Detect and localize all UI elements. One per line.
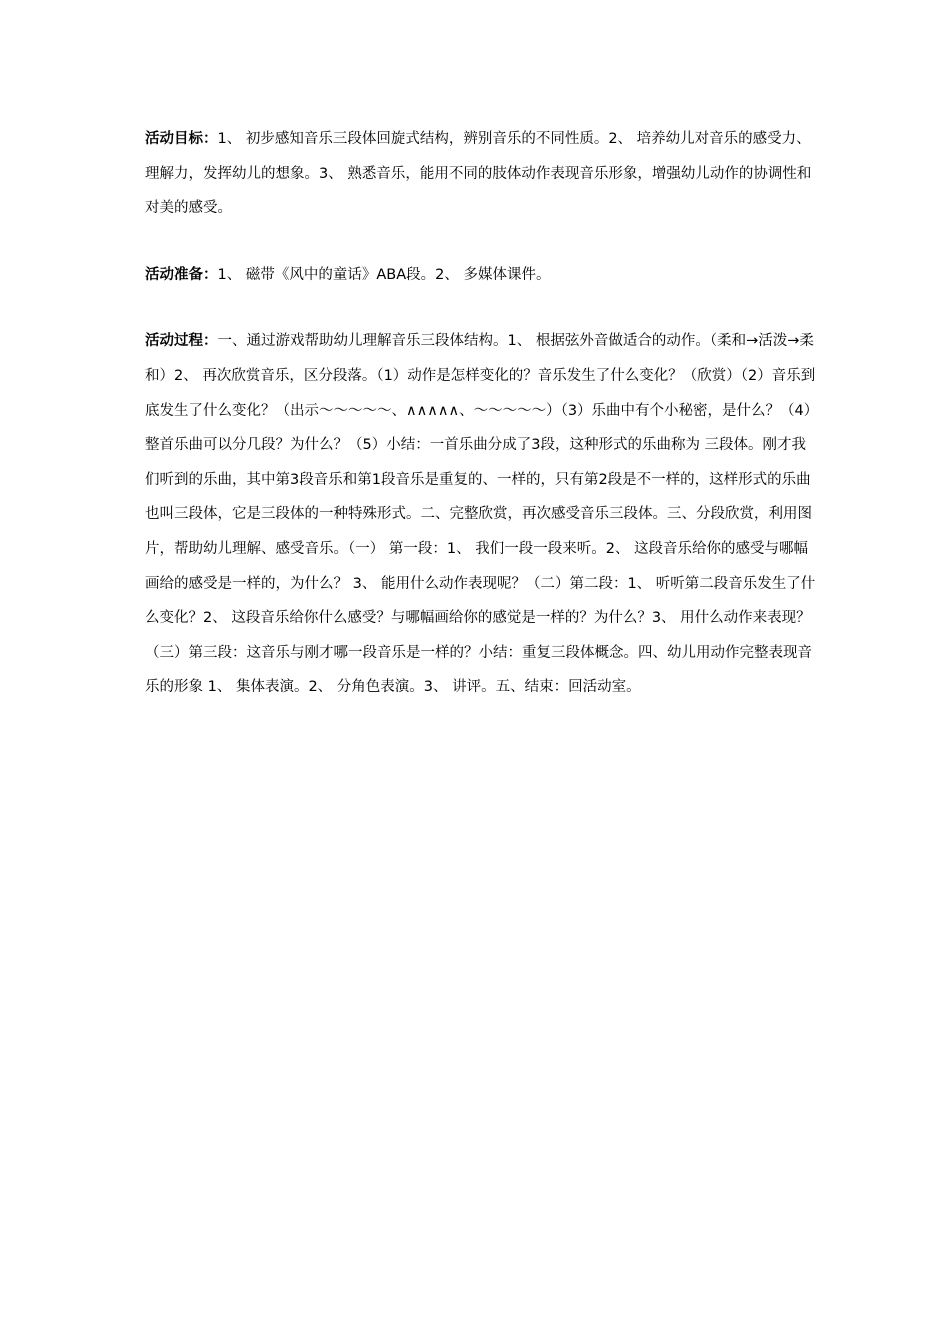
document-body: [145, 122, 817, 705]
activity-process-label: 活动过程：: [145, 333, 218, 350]
activity-preparation-paragraph: [145, 258, 817, 293]
activity-goals-label: 活动目标：: [145, 131, 218, 147]
activity-preparation-text: 1、 磁带《风中的童话》ABA段。2、 多媒体课件。: [217, 266, 551, 283]
activity-preparation-label: 活动准备：: [145, 266, 218, 283]
activity-goals-paragraph: [145, 122, 817, 226]
activity-process-paragraph: [145, 324, 817, 705]
activity-goals-text: 1、 初步感知音乐三段体回旋式结构，辨别音乐的不同性质。2、 培养幼儿对音乐的感受力、理解力，发挥幼儿的想象。3、 熟悉音乐，能用不同的肢体动作表现音乐形象，增强幼儿动作的协调性和对美的感受。: [145, 131, 812, 217]
activity-process-text: 一、通过游戏帮助幼儿理解音乐三段体结构。1、 根据弦外音做适合的动作。（柔和→活泼→柔和）2、 再次欣赏音乐，区分段落。（1）动作是怎样变化的？音乐发生了什么变化？（欣赏）（2）音乐到底发生了什么变化？（出示～～～～～、∧∧∧∧∧、～～～～～）（3）乐曲中有个小秘密，是什么？（4）整首乐曲可以分几段？为什么？（5）小结：一首乐曲分成了3段，这种形式的乐曲称为 三段体。刚才我们听到的乐曲，其中第3段音乐和第1段音乐是重复的、一样的，只有第2段是不一样的，这样形式的乐曲也叫三段体，它是三段体的一种特殊形式。二、完整欣赏，再次感受音乐三段体。三、分段欣赏，利用图片，帮助幼儿理解、感受音乐。（一） 第一段：1、 我们一段一段来听。2、 这段音乐给你的感受与哪幅画给的感受是一样的，为什么？ 3、 能用什么动作表现呢？（二）第二段：1、 听听第二段音乐发生了什么变化？2、 这段音乐给你什么感受？与哪幅画给你的感觉是一样的？为什么？3、 用什么动作来表现？（三）第三段：这音乐与刚才哪一段音乐是一样的？小结：重复三段体概念。四、幼儿用动作完整表现音乐的形象 1、 集体表演。2、 分角色表演。3、 讲评。五、结束：回活动室。: [145, 333, 816, 696]
